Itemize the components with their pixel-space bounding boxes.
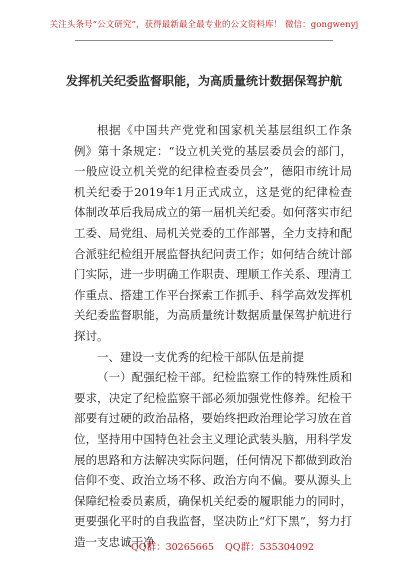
header-divider bbox=[75, 40, 333, 41]
document-body bbox=[74, 120, 352, 552]
subsection-paragraph: （一）配强纪检干部。纪检监察工作的特殊性质和要求，决定了纪检监察干部必须加强党性修养。纪检干部要有过硬的政治品格，要始终把政治理论学习放在首位，坚持用中国特色社会主义理论武装头脑，用科学发展的思路和方法解决实际问题，任何情况下都做到政治信仰不变、政治立场不移、政治方向不偏。要从源头上保障纪检委员素质，确保机关纪委的履职能力的同时，更要强化平时的自我监督，坚决防止“灯下黑”，努力打造一支忠诚干净 bbox=[74, 370, 352, 549]
footer-qq-group-1: QQ群：30265665 bbox=[131, 542, 214, 553]
header-notice: 关注头条号“公文研究”，获得最新最全最专业的公文资料库！ 微信：gongwenyj bbox=[49, 20, 359, 30]
section-heading: 一、建设一支优秀的纪检干部队伍是前提 bbox=[97, 349, 304, 364]
document-title: 发挥机关纪委监督职能，为高质量统计数据保驾护航 bbox=[65, 74, 342, 88]
footer-qq-group-2: QQ群：535304092 bbox=[225, 542, 314, 553]
intro-paragraph: 根据《中国共产党党和国家机关基层组织工作条例》第十条规定：“设立机关党的基层委员会的部门，一般应设立机关党的纪律检查委员会”，德阳市统计局机关纪委于2019年1月正式成立，这是党的纪律检查体制改革后我局成立的第一届机关纪委。如何落实市纪工委、局党组、局机关党委的工作部署，全力支持和配合派驻纪检组开展监督执纪问责工作；如何结合统计部门实际，进一步明确工作职责、理顺工作关系、理清工作重点、搭建工作平台探索工作抓手、科学高效发挥机关纪委监督职能，为高质量统计数据质量保驾护航进行探讨。 bbox=[74, 123, 352, 343]
